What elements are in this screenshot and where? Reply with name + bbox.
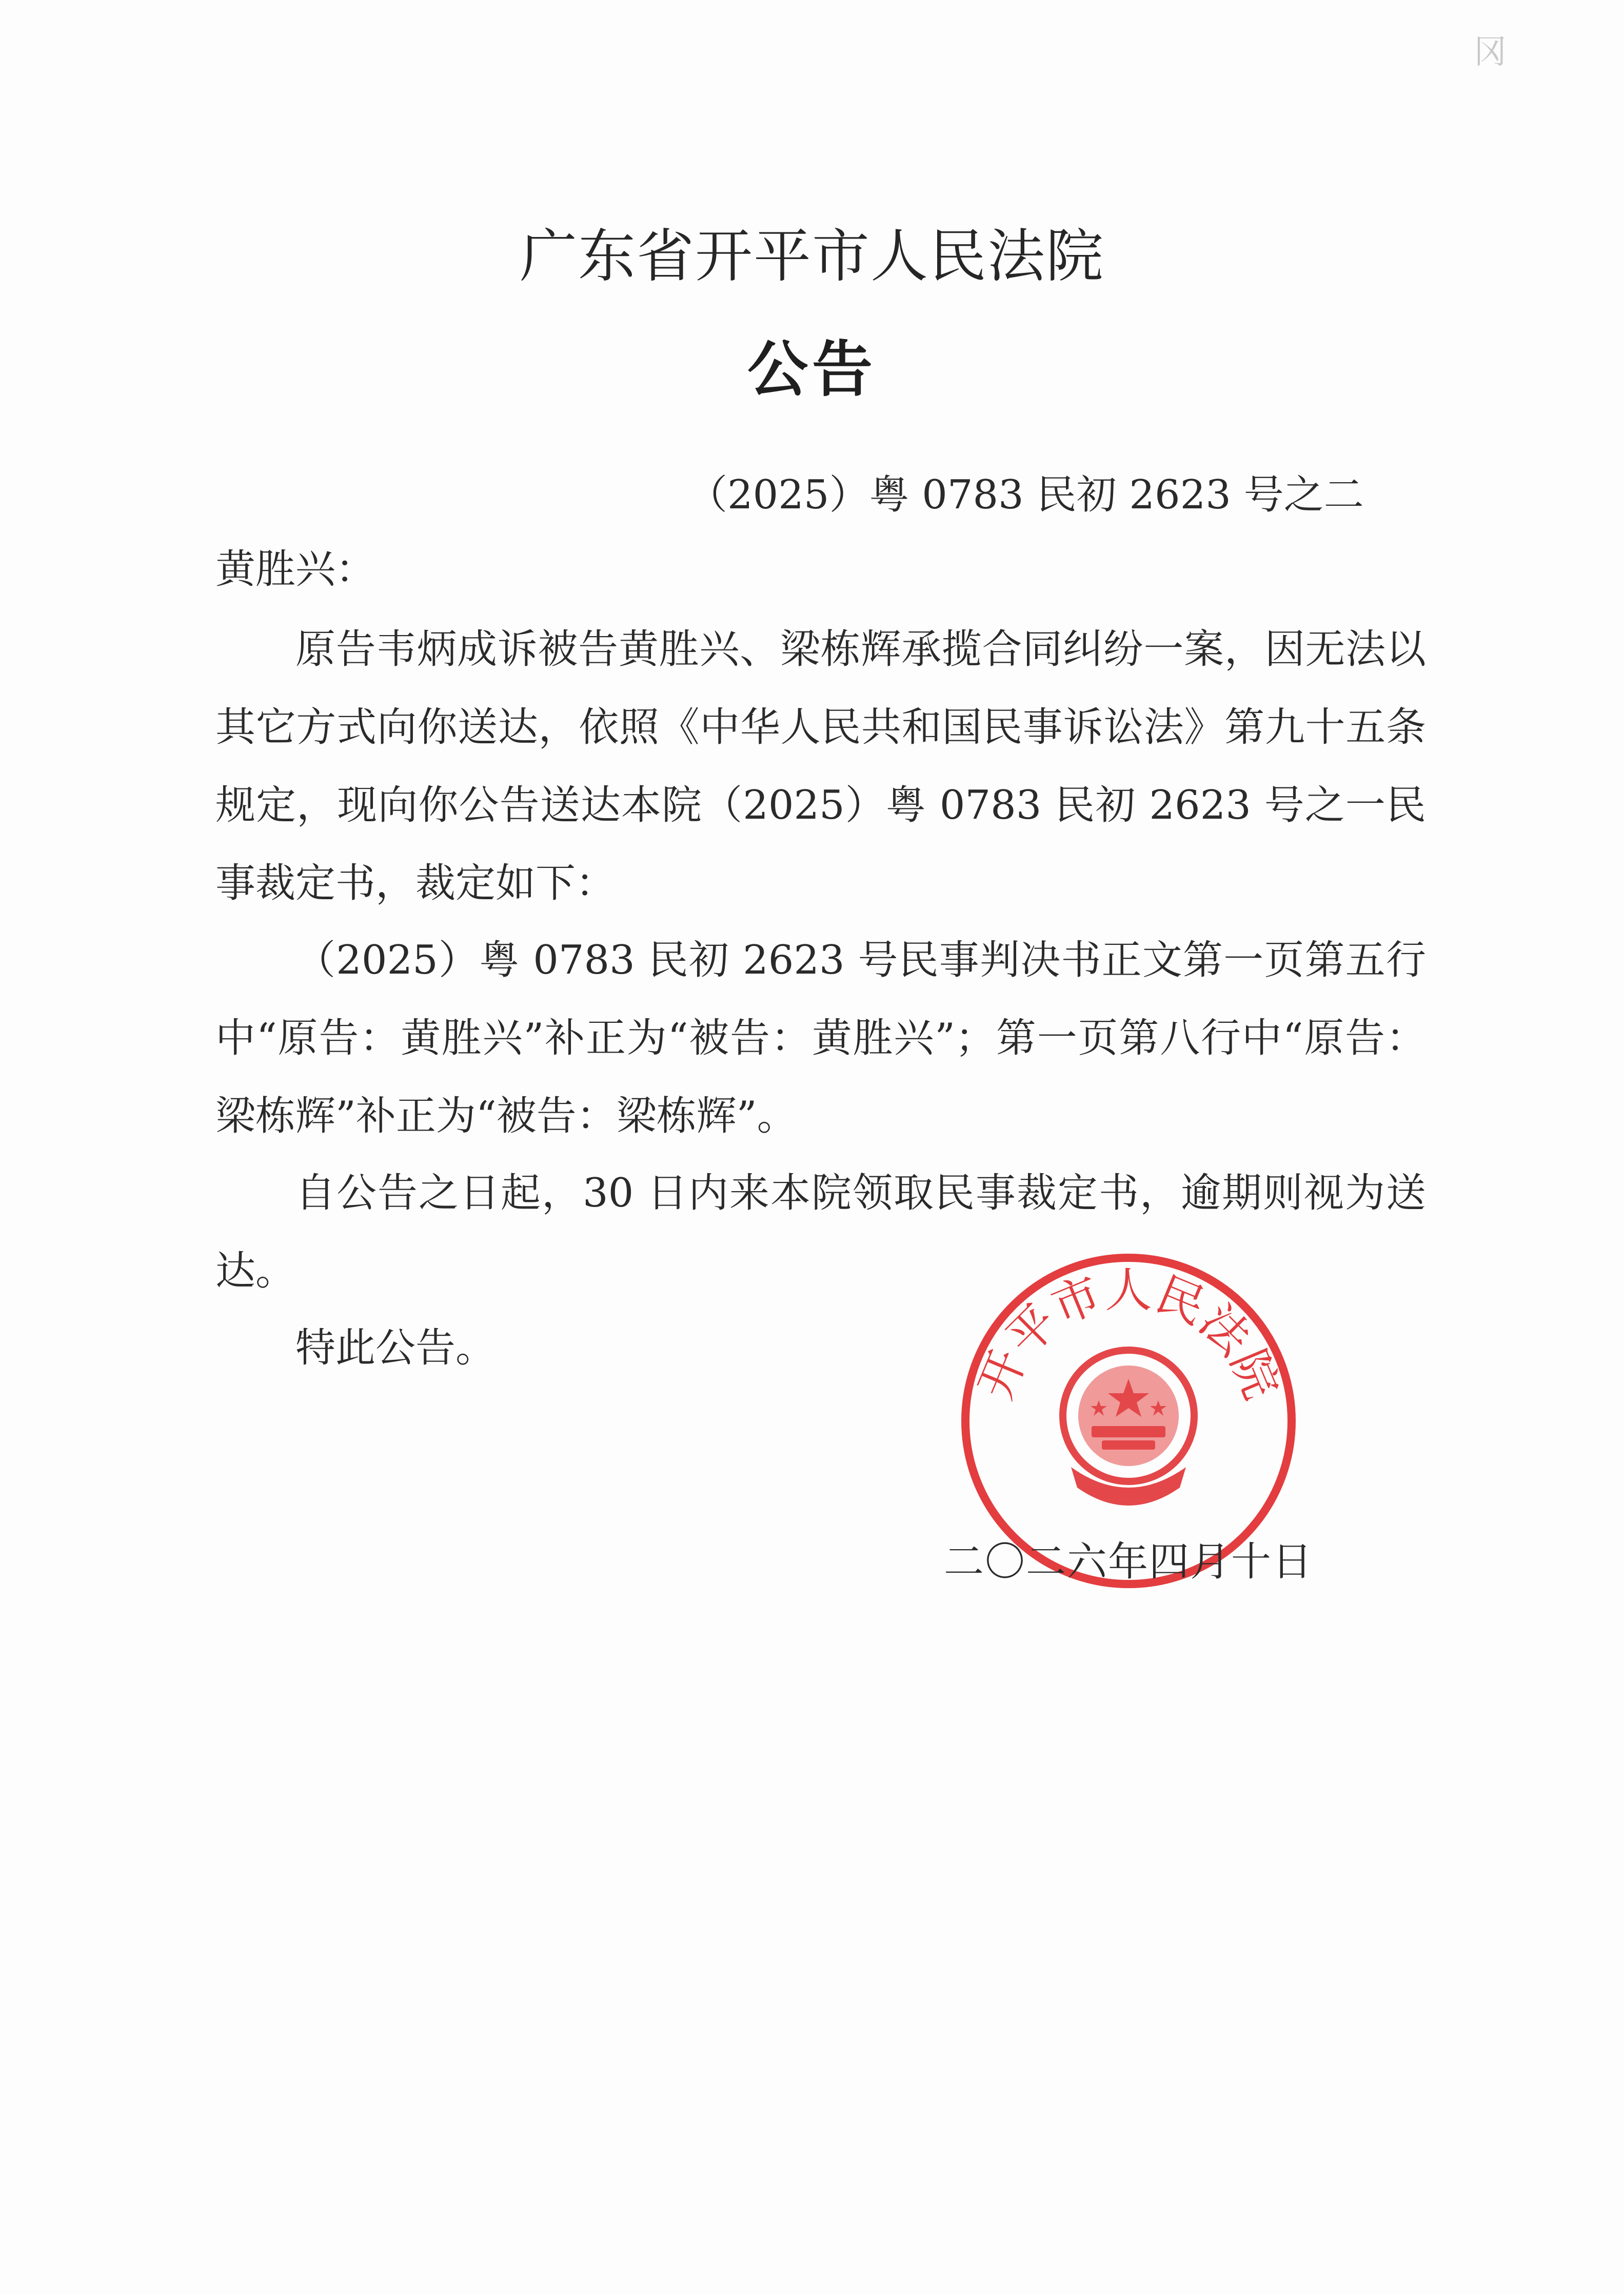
issue-date: 二〇二六年四月十日 bbox=[943, 1539, 1313, 1585]
paragraph-text: 自公告之日起，30 日内来本院领取民事裁定书，逾期则视为送达。 bbox=[215, 1170, 1426, 1294]
paragraph-text: 特此公告。 bbox=[295, 1325, 496, 1371]
national-emblem-icon bbox=[1063, 1350, 1194, 1506]
seal-text-path: 开平市人民法院 bbox=[967, 1262, 1290, 1407]
court-name: 广东省开平市人民法院 bbox=[520, 223, 1104, 290]
paragraph-text: 原告韦炳成诉被告黄胜兴、梁栋辉承揽合同纠纷一案，因无法以其它方式向你送达，依照《中华人民共和国民事诉讼法》第九十五条规定，现向你公告送达本院（2025）粤 0783 民初 2623 号之一民事裁定书，裁定如下： bbox=[215, 626, 1426, 906]
corner-mark: 冈 bbox=[1474, 33, 1507, 71]
paragraph-text: （2025）粤 0783 民初 2623 号民事判决书正文第一页第五行中“原告：黄胜兴”补正为“被告：黄胜兴”；第一页第八行中“原告：梁栋辉”补正为“被告：梁栋辉”。 bbox=[215, 937, 1426, 1139]
addressee: 黄胜兴： bbox=[215, 546, 376, 592]
case-number: （2025）粤 0783 民初 2623 号之二 bbox=[687, 472, 1364, 518]
paragraph-notice bbox=[215, 610, 1426, 922]
paragraph-ruling bbox=[215, 921, 1426, 1155]
document-title: 公告 bbox=[747, 334, 877, 405]
